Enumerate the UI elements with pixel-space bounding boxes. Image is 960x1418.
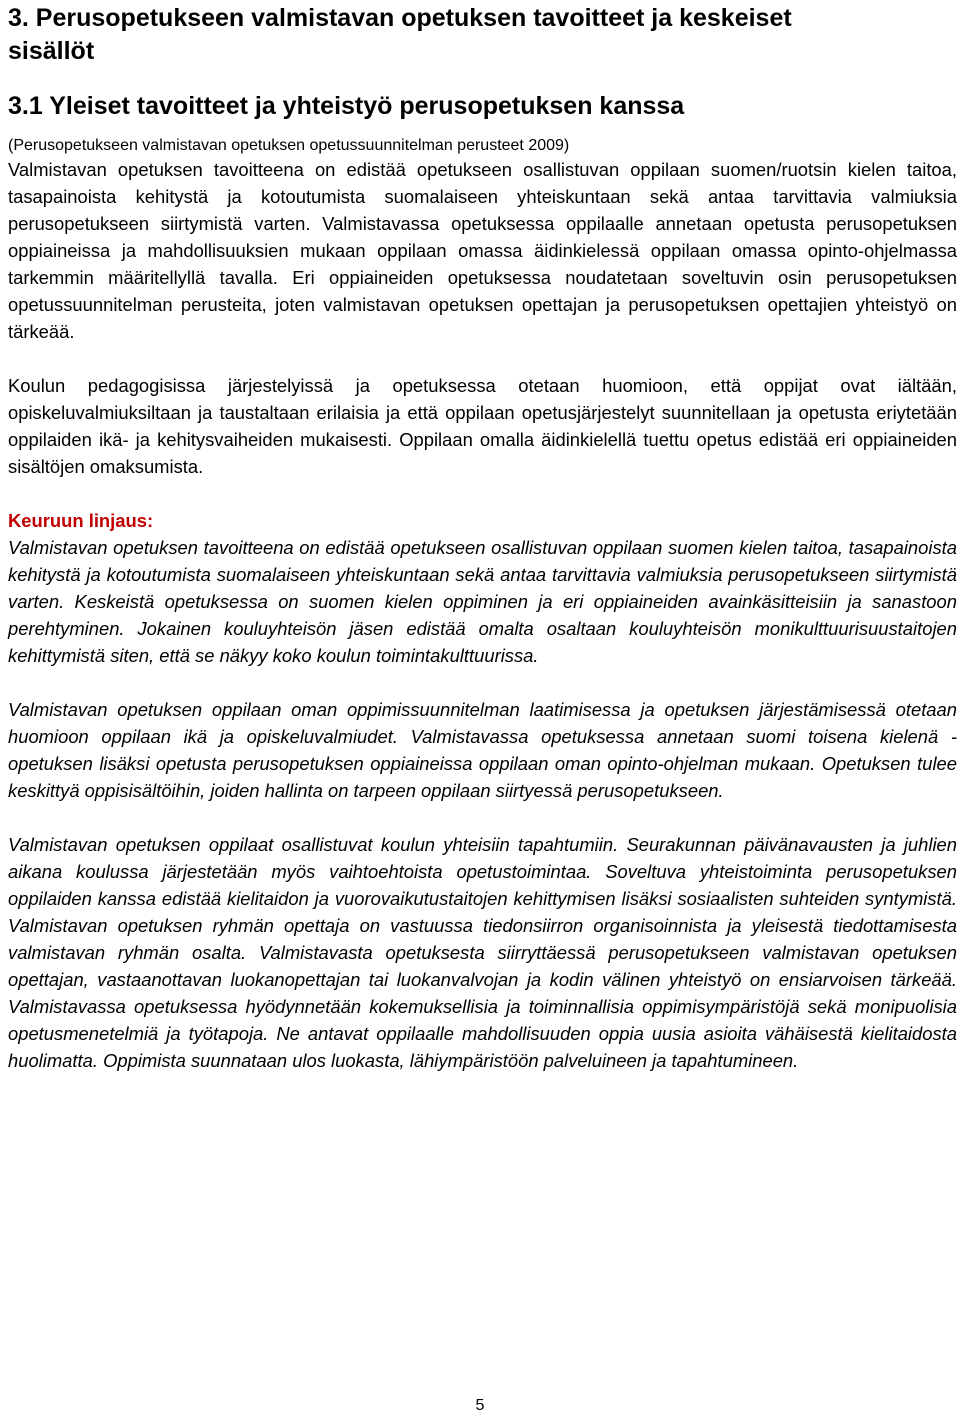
page-number: 5: [475, 1397, 485, 1414]
policy-label: Keuruun linjaus:: [8, 510, 154, 531]
policy-section: [8, 534, 957, 1074]
section-heading: 3. Perusopetukseen valmistavan opetuksen tavoitteet ja keskeiset sisällöt: [8, 4, 792, 65]
body-paragraph-2: Koulun pedagogisissa järjestelyissä ja opetuksessa otetaan huomioon, että oppijat ovat iältään, opiskeluvalmiuksiltaan ja taustaltaan erilaisia ja että oppilaan opetusjärjestelyt suunnitellaan ja opetusta eriytetään oppilaiden ikä- ja kehitysvaiheiden mukaisesti. Oppilaan omalla äidinkielellä tuettu opetus edistää eri oppiaineiden sisältöjen omaksumista.: [8, 375, 957, 477]
policy-paragraph-1: Valmistavan opetuksen tavoitteena on edistää opetukseen osallistuvan oppilaan suomen kielen taitoa, tasapainoista kehitystä ja kotoutumista suomalaiseen yhteiskuntaan sekä antaa tarvittavia valmiuksia perusopetukseen siirtymistä varten. Keskeistä opetuksessa on suomen kielen oppiminen ja eri oppiaineiden avainkäsitteisiin ja sanastoon perehtyminen. Jokainen kouluyhteisön jäsen edistää omalta osaltaan kouluyhteisön monikulttuurisuustaitojen kehittymistä siten, että se näkyy koko koulun toimintakulttuurissa.: [8, 537, 957, 666]
policy-paragraph-2: Valmistavan opetuksen oppilaan oman oppimissuunnitelman laatimisessa ja opetuksen järjestämisessä otetaan huomioon oppilaan ikä ja opiskeluvalmiudet. Valmistavassa opetuksessa annetaan suomi toisena kielenä -opetuksen lisäksi opetusta perusopetuksen oppiaineissa oppilaan oman opinto-ohjelman mukaan. Opetuksen tulee keskittyä oppisisältöihin, joiden hallinta on tarpeen oppilaan siirtyessä perusopetukseen.: [8, 699, 957, 801]
subsection-heading: 3.1 Yleiset tavoitteet ja yhteistyö perusopetuksen kanssa: [8, 92, 685, 120]
document-page: [8, 0, 957, 1074]
body-paragraph-1: Valmistavan opetuksen tavoitteena on edistää opetukseen osallistuvan oppilaan suomen/ruotsin kielen taitoa, tasapainoista kehitystä ja kotoutumista suomalaiseen yhteiskuntaan sekä antaa tarvittavia valmiuksia perusopetukseen siirtymistä varten. Valmistavassa opetuksessa oppilaalle annetaan opetusta perusopetuksen oppiaineissa ja mahdollisuuksien mukaan oppilaan omassa äidinkielessä oppilaan omassa opinto-ohjelmassa tarkemmin määritellyllä tavalla. Eri oppiaineiden opetuksessa noudatetaan soveltuvin osin perusopetuksen opetussuunnitelman perusteita, joten valmistavan opetuksen opettajan ja perusopetuksen opettajien yhteistyö on tärkeää.: [8, 159, 957, 342]
source-note: (Perusopetukseen valmistavan opetuksen opetussuunnitelman perusteet 2009): [8, 137, 570, 154]
policy-paragraph-3: Valmistavan opetuksen oppilaat osallistuvat koulun yhteisiin tapahtumiin. Seurakunnan päivänavausten ja juhlien aikana koulussa järjestetään myös vaihtoehtoista opetustoimintaa. Soveltuva yhteistoiminta perusopetuksen oppilaiden kanssa edistää kielitaidon ja vuorovaikutustaitojen kehittymisen lisäksi sosiaalisten suhteiden syntymistä. Valmistavan opetuksen ryhmän opettaja on vastuussa tiedonsiirron organisoinnista ja yleisestä tiedottamisesta valmistavan ryhmän osalta. Valmistavasta opetuksesta siirryttäessä perusopetukseen valmistavan opetuksen opettajan, vastaanottavan luokanopettajan tai luokanvalvojan ja kodin välinen yhteistyö on ensiarvoisen tärkeää. Valmistavassa opetuksessa hyödynnetään kokemuksellisia ja toiminnallisia oppimisympäristöjä sekä monipuolisia opetusmenetelmiä ja työtapoja. Ne antavat oppilaalle mahdollisuuden oppia uusia asioita vähäisestä kielitaidosta huolimatta. Oppimista suunnataan ulos luokasta, lähiympäristöön palveluineen ja tapahtumineen.: [8, 834, 957, 1071]
